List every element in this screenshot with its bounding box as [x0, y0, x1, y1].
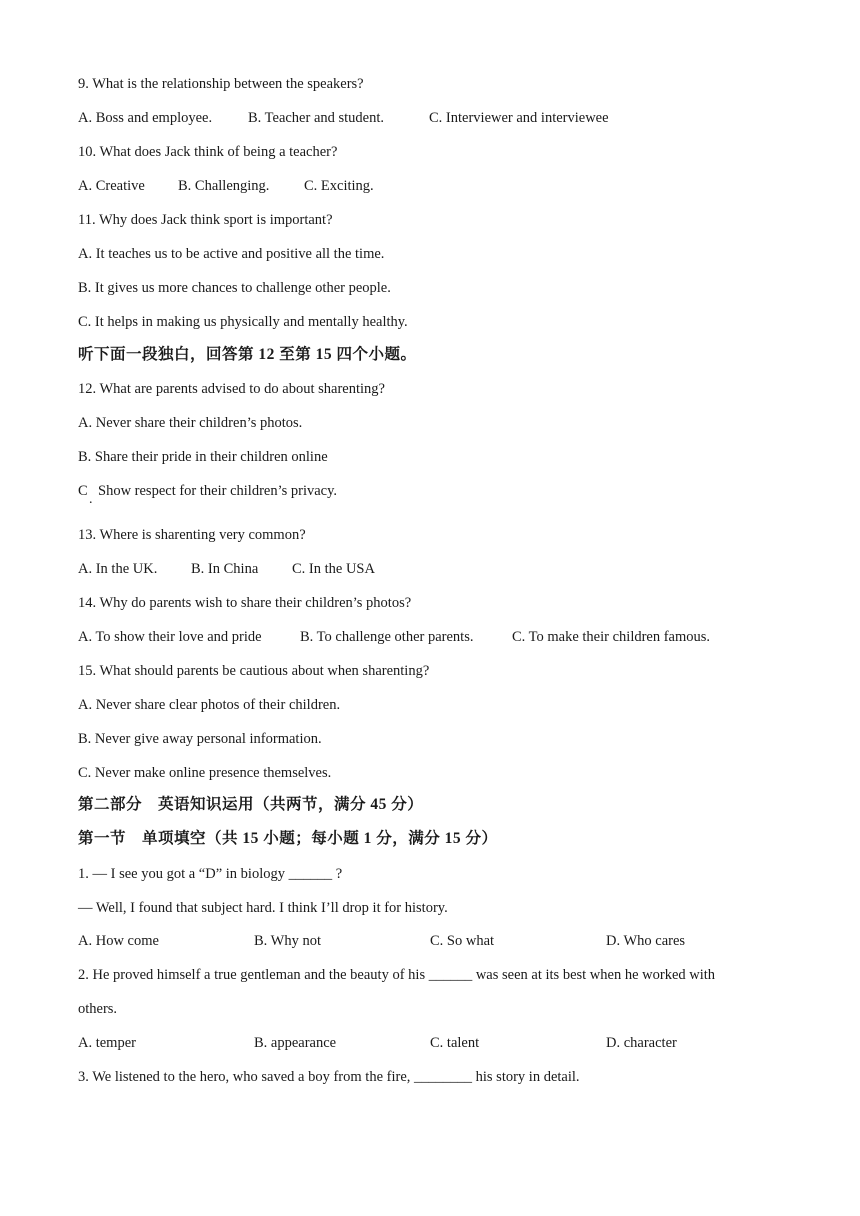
- option-b: B. Challenging.: [178, 178, 270, 194]
- question-12-stem: 12. What are parents advised to do about sharenting?: [78, 381, 385, 397]
- question-11-option-c: C. It helps in making us physically and mentally healthy.: [78, 314, 408, 330]
- question-11-option-b: B. It gives us more chances to challenge other people.: [78, 280, 391, 296]
- option-a: A. Boss and employee.: [78, 110, 213, 126]
- question-13-stem: 13. Where is sharenting very common?: [78, 527, 306, 543]
- question-12-option-a: A. Never share their children’s photos.: [78, 415, 303, 431]
- option-c: C. talent: [430, 1035, 480, 1051]
- question-15-option-b: B. Never give away personal information.: [78, 731, 322, 747]
- question-15-option-c: C. Never make online presence themselves.: [78, 765, 332, 781]
- option-b: B. Why not: [254, 933, 321, 949]
- option-a: A. Creative: [78, 178, 145, 194]
- option-d: D. Who cares: [606, 933, 686, 949]
- grammar-question-1-stem: 1. — I see you got a “D” in biology ______ ?: [78, 866, 343, 882]
- option-b: B. In China: [191, 561, 259, 577]
- option-a: A. How come: [78, 933, 159, 949]
- question-9-stem: 9. What is the relationship between the speakers?: [78, 76, 364, 92]
- grammar-question-1-reply: — Well, I found that subject hard. I think I’ll drop it for history.: [78, 900, 448, 916]
- question-14-stem: 14. Why do parents wish to share their children’s photos?: [78, 595, 412, 611]
- option-c: C. Exciting.: [304, 178, 374, 194]
- grammar-question-2-stem-line-1: 2. He proved himself a true gentleman and the beauty of his ______ was seen at its best when he worked with: [78, 967, 716, 983]
- question-12-option-b: B. Share their pride in their children online: [78, 449, 328, 465]
- part-2-heading: 第二部分 英语知识运用（共两节，满分 45 分）: [78, 796, 424, 813]
- option-c: C. So what: [430, 933, 495, 949]
- section-1-heading: 第一节 单项填空（共 15 小题；每小题 1 分，满分 15 分）: [78, 830, 498, 847]
- question-15-option-a: A. Never share clear photos of their children.: [78, 697, 341, 713]
- question-15-stem: 15. What should parents be cautious about when sharenting?: [78, 663, 430, 679]
- option-c: C. Interviewer and interviewee: [429, 110, 609, 126]
- option-letter: C: [78, 483, 88, 499]
- grammar-question-3-stem: 3. We listened to the hero, who saved a boy from the fire, ________ his story in detail.: [78, 1069, 580, 1085]
- option-c: C. In the USA: [292, 561, 375, 577]
- option-d: D. character: [606, 1035, 677, 1051]
- option-b: B. appearance: [254, 1035, 337, 1051]
- option-a: A. In the UK.: [78, 561, 158, 577]
- option-dot: .: [89, 492, 93, 507]
- option-b: B. To challenge other parents.: [300, 629, 474, 645]
- question-10-stem: 10. What does Jack think of being a teacher?: [78, 144, 338, 160]
- option-text: Show respect for their children’s privacy.: [98, 483, 338, 499]
- question-11-stem: 11. Why does Jack think sport is important?: [78, 212, 333, 228]
- section-heading-monologue: 听下面一段独白，回答第 12 至第 15 四个小题。: [78, 346, 417, 363]
- question-11-option-a: A. It teaches us to be active and positive all the time.: [78, 246, 385, 262]
- option-b: B. Teacher and student.: [248, 110, 385, 126]
- option-c: C. To make their children famous.: [512, 629, 711, 645]
- grammar-question-2-stem-line-2: others.: [78, 1001, 118, 1017]
- option-a: A. temper: [78, 1035, 136, 1051]
- option-a: A. To show their love and pride: [78, 629, 262, 645]
